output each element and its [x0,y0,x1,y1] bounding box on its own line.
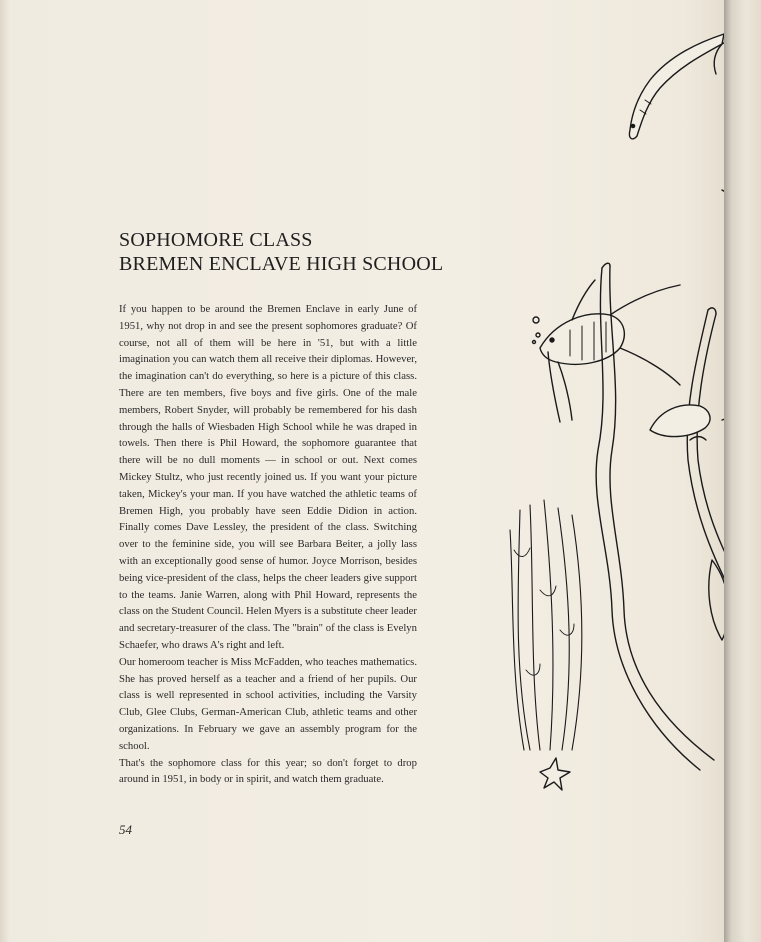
page-title [119,228,443,276]
binding-gutter [724,0,761,942]
starfish-icon [540,758,570,790]
paragraph-1: If you happen to be around the Bremen Enclave in early June of 1951, why not drop in and see the present sophomores graduate? Of course, not all of them will be here in '51, but with a little imagination you can watch them all receive their diplomas. However, the imagination can't do everything, so here is a picture of this class. There are ten members, five boys and five girls. One of the male members, Robert Snyder, will probably be remembered for his dash through the halls of Wiesbaden High School while he was draped in towels. Then there is Phil Howard, the sophomore guarantee that there will be no dull moments — in school or out. Next comes Mickey Stultz, who just recently joined us. If you want your picture taken, Mickey's your man. If you have watched the athletic teams of Bremen High, you probably have seen Eddie Didion in action. Finally comes Dave Lessley, the president of the class. Switching over to the feminine side, you will see Barbara Beiter, a jolly lass with an exceptionally good sense of humor. Joyce Morrison, besides being vice-president of the class, helps the cheer leaders give support to the teams. Janie Warren, along with Phil Howard, represents the class on the Student Council. Helen Myers is a substitute cheer leader and secretary-treasurer of the class. The "brain" of the class is Evelyn Schaefer, who draws A's right and left. [119,303,417,651]
paragraph-2: Our homeroom teacher is Miss McFadden, who teaches mathematics. She has proved herself as a teacher and a friend of her pupils. Our class is well represented in school activities, including the Varsity Club, Glee Clubs, German-American Club, athletic teams and other organizations. In February we gave an assembly program for the school. [119,655,417,752]
paragraph-3: That's the sophomore class for this year; so don't forget to drop around in 1951, in body or in spirit, and watch them graduate. [119,756,417,786]
underwater-illustration [500,30,761,810]
page-edge-shadow [0,0,10,942]
page-number: 54 [119,822,132,837]
article-body [119,301,417,788]
angelfish-icon [533,280,681,422]
title-line-2: BREMEN ENCLAVE HIGH SCHOOL [119,253,444,275]
title-line-1: SOPHOMORE CLASS [119,229,313,251]
fish-icon [629,34,727,139]
